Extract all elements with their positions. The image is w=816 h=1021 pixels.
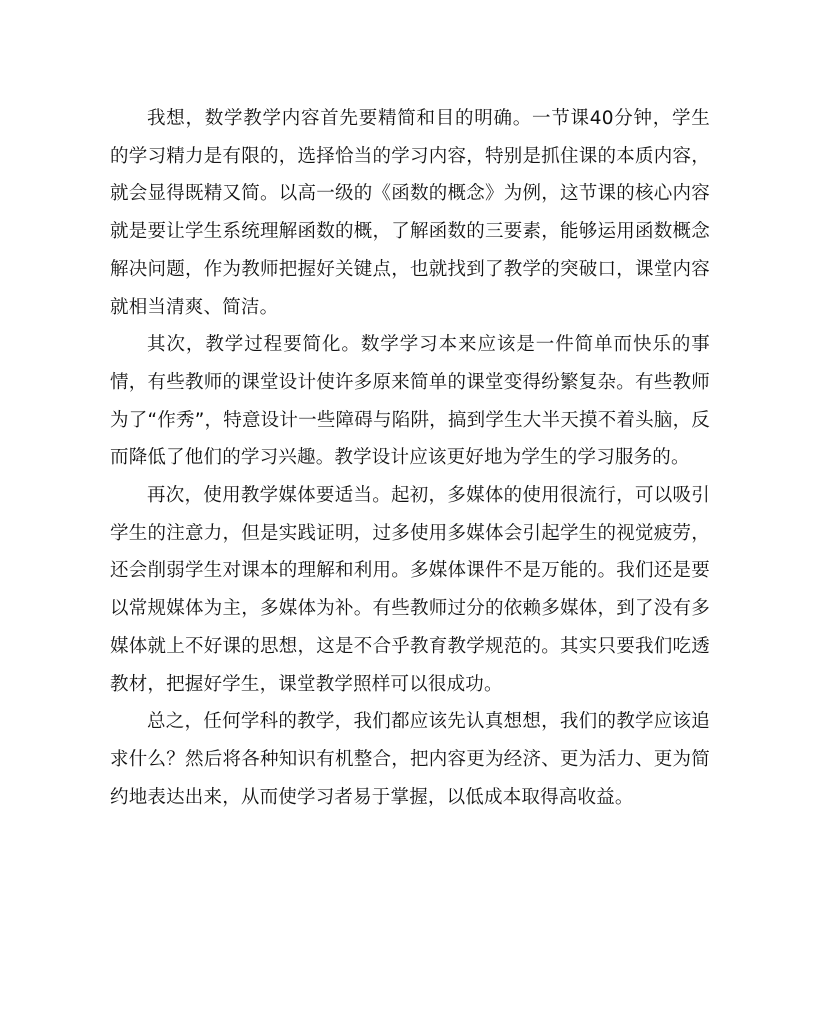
paragraph-process-simplification: 其次，教学过程要简化。数学学习本来应该是一件简单而快乐的事情，有些教师的课堂设计使许多原来简单的课堂变得纷繁复杂。有些教师为了“作秀”，特意设计一些障碍与陷阱，搞到学生大半天摸不着头脑，反而降低了他们的学习兴趣。教学设计应该更好地为学生的学习服务的。 — [110, 334, 710, 469]
paragraph-content-refinement: 我想，数学教学内容首先要精简和目的明确。一节课40分钟，学生的学习精力是有限的，选择恰当的学习内容，特别是抓住课的本质内容，就会显得既精又简。以高一级的《函数的概念》为例，这节课的核心内容就是要让学生系统理解函数的概，了解函数的三要素，能够运用函数概念解决问题，作为教师把握好关键点，也就找到了教学的突破口，课堂内容就相当清爽、简洁。 — [110, 108, 710, 318]
paragraph-conclusion: 总之，任何学科的教学，我们都应该先认真想想，我们的教学应该追求什么？然后将各种知识有机整合，把内容更为经济、更为活力、更为简约地表达出来，从而使学习者易于掌握，以低成本取得高收益。 — [110, 711, 710, 808]
document-body — [110, 100, 710, 816]
paragraph-media-usage: 再次，使用教学媒体要适当。起初，多媒体的使用很流行，可以吸引学生的注意力，但是实践证明，过多使用多媒体会引起学生的视觉疲劳，还会削弱学生对课本的理解和利用。多媒体课件不是万能的。我们还是要以常规媒体为主，多媒体为补。有些教师过分的依赖多媒体，到了没有多媒体就上不好课的思想，这是不合乎教育教学规范的。其实只要我们吃透教材，把握好学生，课堂教学照样可以很成功。 — [110, 485, 710, 695]
